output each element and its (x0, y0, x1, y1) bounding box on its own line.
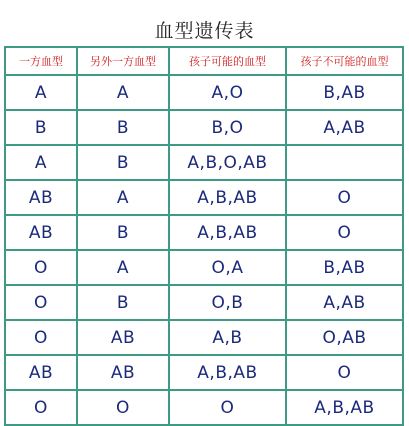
cell-child-impossible: O,AB (286, 320, 403, 355)
cell-child-impossible: A,B,AB (286, 390, 403, 425)
table-row (5, 355, 403, 390)
cell-child-possible: A,B,AB (169, 215, 286, 250)
cell-parent-two: O (77, 390, 169, 425)
cell-parent-two: B (77, 285, 169, 320)
cell-parent-one: O (5, 320, 77, 355)
table-row (5, 320, 403, 355)
cell-parent-one: B (5, 110, 77, 145)
table-header-row (5, 47, 403, 75)
page-title: 血型遗传表 (154, 20, 255, 42)
cell-parent-one: O (5, 390, 77, 425)
cell-parent-one: O (5, 285, 77, 320)
cell-child-impossible: A,AB (286, 285, 403, 320)
cell-parent-two: B (77, 110, 169, 145)
cell-parent-one: AB (5, 215, 77, 250)
cell-parent-two: B (77, 145, 169, 180)
cell-child-possible: A,B,AB (169, 355, 286, 390)
blood-type-table (4, 46, 404, 426)
cell-child-possible: A,B,AB (169, 180, 286, 215)
cell-child-possible: A,B (169, 320, 286, 355)
table-row (5, 180, 403, 215)
cell-parent-one: O (5, 250, 77, 285)
cell-child-impossible: O (286, 355, 403, 390)
cell-parent-one: AB (5, 180, 77, 215)
cell-child-impossible: A,AB (286, 110, 403, 145)
header-child-impossible: 孩子不可能的血型 (286, 47, 403, 75)
cell-child-impossible: O (286, 180, 403, 215)
table-row (5, 110, 403, 145)
cell-child-possible: A,B,O,AB (169, 145, 286, 180)
cell-parent-one: A (5, 145, 77, 180)
header-child-possible: 孩子可能的血型 (169, 47, 286, 75)
cell-parent-two: B (77, 215, 169, 250)
table-row (5, 145, 403, 180)
cell-parent-two: AB (77, 320, 169, 355)
cell-child-possible: A,O (169, 75, 286, 110)
cell-child-possible: O,B (169, 285, 286, 320)
cell-child-impossible: O (286, 215, 403, 250)
table-row (5, 285, 403, 320)
cell-parent-two: A (77, 250, 169, 285)
table-row (5, 75, 403, 110)
cell-child-impossible: B,AB (286, 250, 403, 285)
cell-parent-two: A (77, 180, 169, 215)
cell-child-impossible: B,AB (286, 75, 403, 110)
cell-parent-one: A (5, 75, 77, 110)
header-parent-two: 另外一方血型 (77, 47, 169, 75)
cell-child-possible: B,O (169, 110, 286, 145)
table-row (5, 390, 403, 425)
table-row (5, 215, 403, 250)
cell-parent-two: AB (77, 355, 169, 390)
table-row (5, 250, 403, 285)
cell-child-possible: O,A (169, 250, 286, 285)
cell-parent-two: A (77, 75, 169, 110)
cell-child-impossible (286, 145, 403, 180)
header-parent-one: 一方血型 (5, 47, 77, 75)
cell-parent-one: AB (5, 355, 77, 390)
cell-child-possible: O (169, 390, 286, 425)
